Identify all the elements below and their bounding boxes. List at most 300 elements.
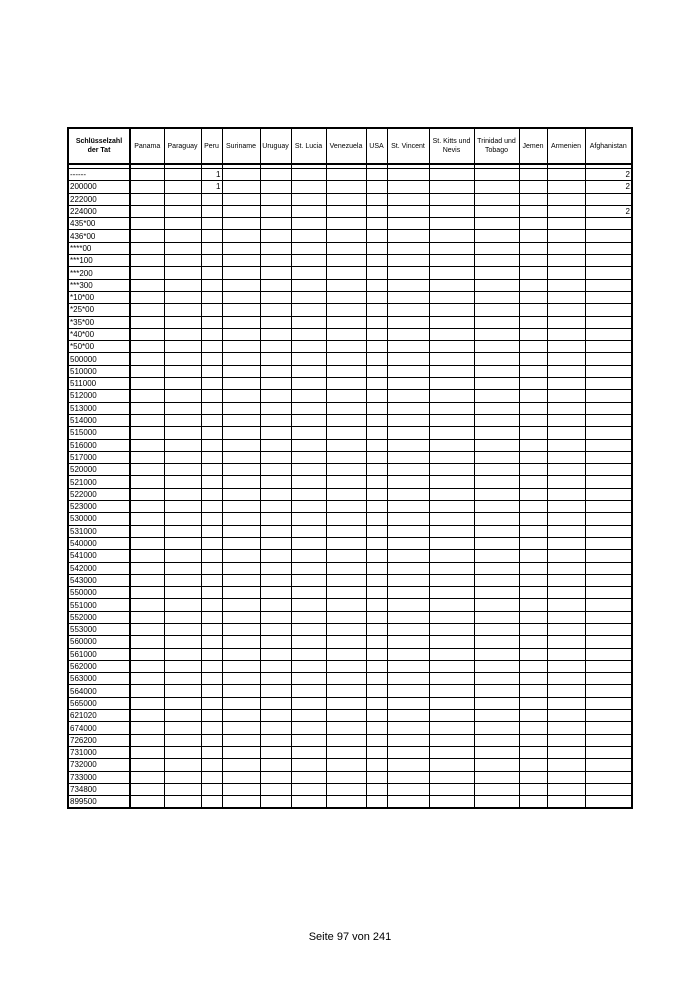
value-cell bbox=[326, 759, 366, 771]
value-cell bbox=[130, 205, 164, 217]
value-cell bbox=[326, 537, 366, 549]
column-header-country: Panama bbox=[130, 128, 164, 164]
table-row bbox=[68, 525, 632, 537]
value-cell bbox=[547, 562, 585, 574]
value-cell bbox=[366, 291, 387, 303]
value-cell bbox=[387, 169, 429, 181]
value-cell bbox=[366, 230, 387, 242]
value-cell bbox=[291, 242, 326, 254]
row-key-cell: 511000 bbox=[68, 378, 130, 390]
value-cell bbox=[130, 390, 164, 402]
row-key-cell: 510000 bbox=[68, 365, 130, 377]
value-cell bbox=[387, 464, 429, 476]
value-cell bbox=[260, 599, 291, 611]
value-cell bbox=[474, 611, 519, 623]
value-cell bbox=[260, 230, 291, 242]
page-number: Seite 97 von 241 bbox=[308, 931, 392, 943]
value-cell bbox=[474, 501, 519, 513]
value-cell bbox=[366, 328, 387, 340]
value-cell bbox=[585, 451, 632, 463]
row-key-cell: *50*00 bbox=[68, 341, 130, 353]
value-cell bbox=[387, 562, 429, 574]
value-cell bbox=[519, 722, 547, 734]
value-cell bbox=[547, 169, 585, 181]
value-cell bbox=[474, 722, 519, 734]
value-cell bbox=[474, 205, 519, 217]
value-cell bbox=[326, 242, 366, 254]
value-cell bbox=[260, 451, 291, 463]
table-row bbox=[68, 771, 632, 783]
table-row bbox=[68, 267, 632, 279]
value-cell bbox=[164, 218, 201, 230]
value-cell bbox=[326, 722, 366, 734]
value-cell bbox=[519, 402, 547, 414]
value-cell bbox=[519, 501, 547, 513]
row-key-cell: 564000 bbox=[68, 685, 130, 697]
table-row bbox=[68, 402, 632, 414]
value-cell bbox=[164, 587, 201, 599]
table-row bbox=[68, 341, 632, 353]
value-cell bbox=[326, 685, 366, 697]
column-header-country: St. Lucia bbox=[291, 128, 326, 164]
value-cell: 2 bbox=[585, 169, 632, 181]
value-cell bbox=[164, 439, 201, 451]
value-cell bbox=[260, 242, 291, 254]
value-cell bbox=[201, 611, 222, 623]
value-cell bbox=[474, 402, 519, 414]
value-cell bbox=[366, 734, 387, 746]
value-cell bbox=[326, 291, 366, 303]
value-cell bbox=[260, 328, 291, 340]
value-cell bbox=[519, 230, 547, 242]
value-cell bbox=[387, 599, 429, 611]
value-cell bbox=[387, 402, 429, 414]
value-cell bbox=[519, 746, 547, 758]
value-cell bbox=[326, 513, 366, 525]
table-row bbox=[68, 673, 632, 685]
value-cell bbox=[222, 611, 260, 623]
value-cell bbox=[222, 636, 260, 648]
value-cell bbox=[366, 574, 387, 586]
value-cell bbox=[291, 710, 326, 722]
value-cell bbox=[547, 242, 585, 254]
value-cell bbox=[547, 513, 585, 525]
value-cell bbox=[201, 341, 222, 353]
value-cell bbox=[201, 771, 222, 783]
value-cell bbox=[474, 796, 519, 809]
value-cell bbox=[585, 759, 632, 771]
value-cell bbox=[260, 378, 291, 390]
value-cell bbox=[291, 611, 326, 623]
value-cell bbox=[387, 267, 429, 279]
value-cell bbox=[260, 537, 291, 549]
value-cell bbox=[474, 746, 519, 758]
table-row bbox=[68, 759, 632, 771]
value-cell bbox=[164, 734, 201, 746]
value-cell bbox=[130, 402, 164, 414]
value-cell bbox=[260, 390, 291, 402]
value-cell bbox=[326, 710, 366, 722]
value-cell bbox=[326, 673, 366, 685]
value-cell bbox=[547, 734, 585, 746]
value-cell bbox=[326, 501, 366, 513]
value-cell bbox=[201, 451, 222, 463]
row-key-cell: 512000 bbox=[68, 390, 130, 402]
value-cell bbox=[547, 697, 585, 709]
value-cell bbox=[130, 193, 164, 205]
value-cell bbox=[366, 501, 387, 513]
value-cell bbox=[474, 623, 519, 635]
value-cell bbox=[387, 427, 429, 439]
table-row bbox=[68, 365, 632, 377]
value-cell bbox=[366, 660, 387, 672]
value-cell bbox=[201, 537, 222, 549]
value-cell bbox=[222, 390, 260, 402]
value-cell bbox=[291, 722, 326, 734]
value-cell bbox=[585, 439, 632, 451]
value-cell bbox=[474, 242, 519, 254]
value-cell bbox=[222, 710, 260, 722]
row-key-cell: *10*00 bbox=[68, 291, 130, 303]
value-cell bbox=[585, 648, 632, 660]
value-cell bbox=[130, 574, 164, 586]
row-key-cell: *25*00 bbox=[68, 304, 130, 316]
value-cell bbox=[130, 771, 164, 783]
value-cell bbox=[326, 341, 366, 353]
value-cell bbox=[130, 427, 164, 439]
value-cell bbox=[519, 414, 547, 426]
row-key-cell: 560000 bbox=[68, 636, 130, 648]
value-cell bbox=[429, 710, 474, 722]
value-cell bbox=[519, 771, 547, 783]
value-cell bbox=[585, 353, 632, 365]
value-cell bbox=[260, 267, 291, 279]
value-cell bbox=[222, 476, 260, 488]
value-cell bbox=[260, 193, 291, 205]
value-cell bbox=[387, 636, 429, 648]
value-cell bbox=[222, 451, 260, 463]
value-cell bbox=[222, 464, 260, 476]
value-cell bbox=[366, 181, 387, 193]
value-cell bbox=[585, 796, 632, 809]
value-cell bbox=[130, 242, 164, 254]
value-cell bbox=[519, 796, 547, 809]
value-cell bbox=[387, 673, 429, 685]
value-cell bbox=[429, 783, 474, 795]
value-cell bbox=[585, 488, 632, 500]
table-row bbox=[68, 328, 632, 340]
value-cell bbox=[260, 205, 291, 217]
value-cell bbox=[130, 230, 164, 242]
value-cell bbox=[222, 242, 260, 254]
value-cell bbox=[291, 623, 326, 635]
value-cell bbox=[474, 562, 519, 574]
value-cell bbox=[519, 783, 547, 795]
table-row bbox=[68, 623, 632, 635]
value-cell bbox=[222, 255, 260, 267]
value-cell bbox=[291, 550, 326, 562]
value-cell bbox=[585, 464, 632, 476]
column-header-country: Jemen bbox=[519, 128, 547, 164]
value-cell bbox=[164, 427, 201, 439]
row-key-cell: 436*00 bbox=[68, 230, 130, 242]
value-cell bbox=[260, 746, 291, 758]
value-cell bbox=[130, 587, 164, 599]
value-cell bbox=[474, 427, 519, 439]
value-cell bbox=[130, 660, 164, 672]
value-cell bbox=[387, 316, 429, 328]
row-key-cell: 514000 bbox=[68, 414, 130, 426]
value-cell bbox=[260, 587, 291, 599]
value-cell bbox=[387, 193, 429, 205]
value-cell bbox=[326, 636, 366, 648]
value-cell bbox=[130, 353, 164, 365]
value-cell bbox=[130, 414, 164, 426]
value-cell bbox=[585, 537, 632, 549]
value-cell bbox=[366, 169, 387, 181]
value-cell bbox=[222, 537, 260, 549]
value-cell bbox=[222, 378, 260, 390]
table-row bbox=[68, 685, 632, 697]
value-cell bbox=[387, 390, 429, 402]
table-row bbox=[68, 390, 632, 402]
value-cell bbox=[201, 488, 222, 500]
value-cell bbox=[201, 464, 222, 476]
value-cell bbox=[547, 648, 585, 660]
value-cell bbox=[547, 402, 585, 414]
value-cell bbox=[429, 697, 474, 709]
value-cell bbox=[260, 685, 291, 697]
value-cell bbox=[366, 341, 387, 353]
value-cell bbox=[201, 599, 222, 611]
table-row bbox=[68, 796, 632, 809]
value-cell bbox=[201, 513, 222, 525]
value-cell bbox=[547, 783, 585, 795]
value-cell bbox=[222, 279, 260, 291]
value-cell bbox=[366, 783, 387, 795]
value-cell bbox=[291, 673, 326, 685]
value-cell bbox=[326, 562, 366, 574]
value-cell bbox=[429, 759, 474, 771]
value-cell bbox=[326, 574, 366, 586]
value-cell bbox=[222, 783, 260, 795]
value-cell bbox=[201, 710, 222, 722]
value-cell bbox=[366, 771, 387, 783]
value-cell bbox=[164, 648, 201, 660]
table-row bbox=[68, 476, 632, 488]
column-header-country: St. Kitts und Nevis bbox=[429, 128, 474, 164]
value-cell bbox=[326, 476, 366, 488]
table-row bbox=[68, 439, 632, 451]
value-cell bbox=[387, 230, 429, 242]
value-cell bbox=[260, 574, 291, 586]
value-cell bbox=[260, 771, 291, 783]
value-cell bbox=[387, 341, 429, 353]
value-cell bbox=[519, 611, 547, 623]
value-cell bbox=[201, 648, 222, 660]
value-cell bbox=[164, 746, 201, 758]
value-cell bbox=[519, 427, 547, 439]
value-cell bbox=[291, 353, 326, 365]
value-cell bbox=[130, 291, 164, 303]
value-cell bbox=[519, 205, 547, 217]
value-cell bbox=[519, 673, 547, 685]
value-cell bbox=[164, 537, 201, 549]
value-cell bbox=[366, 439, 387, 451]
value-cell bbox=[291, 328, 326, 340]
value-cell bbox=[291, 501, 326, 513]
value-cell bbox=[519, 279, 547, 291]
value-cell bbox=[429, 501, 474, 513]
value-cell bbox=[130, 796, 164, 809]
value-cell bbox=[547, 636, 585, 648]
value-cell bbox=[429, 685, 474, 697]
row-key-cell: ***300 bbox=[68, 279, 130, 291]
value-cell bbox=[585, 304, 632, 316]
value-cell bbox=[130, 255, 164, 267]
value-cell bbox=[387, 525, 429, 537]
value-cell bbox=[222, 439, 260, 451]
value-cell bbox=[326, 205, 366, 217]
value-cell bbox=[429, 488, 474, 500]
value-cell bbox=[201, 550, 222, 562]
value-cell bbox=[130, 673, 164, 685]
value-cell bbox=[429, 451, 474, 463]
value-cell bbox=[585, 291, 632, 303]
row-key-cell: 500000 bbox=[68, 353, 130, 365]
value-cell bbox=[387, 365, 429, 377]
value-cell bbox=[326, 660, 366, 672]
row-key-cell: 513000 bbox=[68, 402, 130, 414]
row-key-cell: ***100 bbox=[68, 255, 130, 267]
value-cell bbox=[201, 365, 222, 377]
value-cell bbox=[260, 648, 291, 660]
value-cell bbox=[130, 365, 164, 377]
value-cell bbox=[547, 328, 585, 340]
value-cell bbox=[547, 439, 585, 451]
value-cell bbox=[291, 451, 326, 463]
value-cell bbox=[547, 427, 585, 439]
row-key-cell: 522000 bbox=[68, 488, 130, 500]
value-cell bbox=[429, 771, 474, 783]
column-header-country: Peru bbox=[201, 128, 222, 164]
value-cell bbox=[429, 562, 474, 574]
value-cell bbox=[130, 697, 164, 709]
value-cell bbox=[164, 525, 201, 537]
row-key-cell: 551000 bbox=[68, 599, 130, 611]
value-cell bbox=[222, 193, 260, 205]
value-cell bbox=[366, 562, 387, 574]
value-cell bbox=[474, 341, 519, 353]
value-cell bbox=[387, 218, 429, 230]
value-cell bbox=[222, 402, 260, 414]
value-cell bbox=[130, 439, 164, 451]
value-cell bbox=[201, 316, 222, 328]
value-cell bbox=[326, 267, 366, 279]
table-row bbox=[68, 746, 632, 758]
value-cell bbox=[429, 439, 474, 451]
value-cell bbox=[519, 488, 547, 500]
value-cell bbox=[291, 464, 326, 476]
value-cell bbox=[585, 771, 632, 783]
value-cell bbox=[519, 734, 547, 746]
table-row bbox=[68, 611, 632, 623]
value-cell bbox=[260, 439, 291, 451]
value-cell bbox=[164, 341, 201, 353]
value-cell bbox=[291, 660, 326, 672]
table-row bbox=[68, 464, 632, 476]
value-cell bbox=[366, 623, 387, 635]
value-cell bbox=[326, 316, 366, 328]
value-cell bbox=[326, 648, 366, 660]
row-key-cell: 224000 bbox=[68, 205, 130, 217]
value-cell bbox=[201, 304, 222, 316]
row-key-cell: 734800 bbox=[68, 783, 130, 795]
value-cell bbox=[130, 218, 164, 230]
value-cell bbox=[519, 218, 547, 230]
value-cell bbox=[291, 525, 326, 537]
value-cell bbox=[164, 796, 201, 809]
value-cell bbox=[387, 771, 429, 783]
value-cell bbox=[387, 378, 429, 390]
value-cell bbox=[326, 279, 366, 291]
value-cell bbox=[222, 291, 260, 303]
value-cell bbox=[164, 476, 201, 488]
value-cell bbox=[222, 759, 260, 771]
value-cell bbox=[547, 304, 585, 316]
value-cell bbox=[260, 169, 291, 181]
value-cell bbox=[201, 574, 222, 586]
value-cell bbox=[260, 427, 291, 439]
value-cell bbox=[222, 722, 260, 734]
value-cell bbox=[222, 501, 260, 513]
value-cell bbox=[474, 587, 519, 599]
value-cell bbox=[366, 710, 387, 722]
value-cell bbox=[164, 414, 201, 426]
value-cell bbox=[260, 525, 291, 537]
value-cell bbox=[326, 181, 366, 193]
value-cell bbox=[366, 279, 387, 291]
value-cell bbox=[585, 328, 632, 340]
value-cell bbox=[326, 427, 366, 439]
value-cell bbox=[585, 365, 632, 377]
value-cell bbox=[291, 255, 326, 267]
row-key-cell: 733000 bbox=[68, 771, 130, 783]
value-cell bbox=[260, 464, 291, 476]
value-cell bbox=[547, 710, 585, 722]
value-cell bbox=[474, 673, 519, 685]
table-row bbox=[68, 599, 632, 611]
column-header-key: Schlüsselzahl der Tat bbox=[68, 128, 130, 164]
value-cell bbox=[164, 365, 201, 377]
value-cell bbox=[260, 673, 291, 685]
value-cell bbox=[429, 205, 474, 217]
value-cell bbox=[366, 451, 387, 463]
value-cell bbox=[260, 316, 291, 328]
value-cell bbox=[585, 378, 632, 390]
value-cell bbox=[387, 710, 429, 722]
row-key-cell: 726200 bbox=[68, 734, 130, 746]
table-row bbox=[68, 537, 632, 549]
value-cell bbox=[260, 304, 291, 316]
value-cell bbox=[429, 341, 474, 353]
value-cell bbox=[201, 242, 222, 254]
value-cell bbox=[260, 697, 291, 709]
value-cell bbox=[130, 513, 164, 525]
value-cell bbox=[366, 464, 387, 476]
value-cell bbox=[326, 599, 366, 611]
value-cell bbox=[164, 378, 201, 390]
